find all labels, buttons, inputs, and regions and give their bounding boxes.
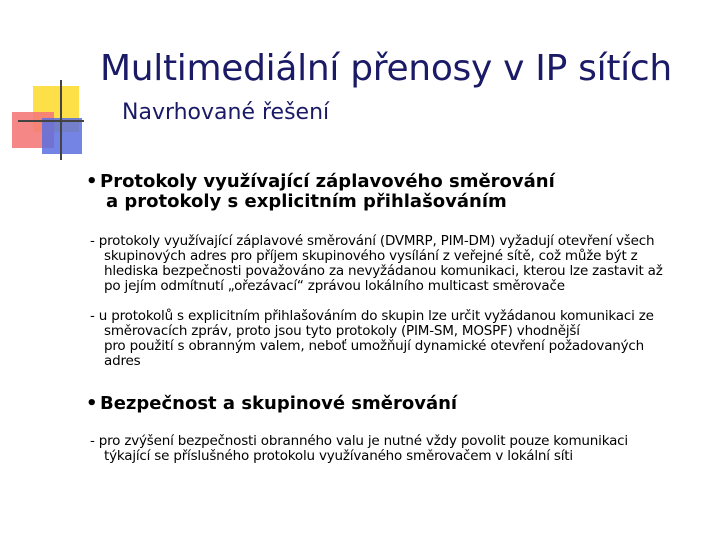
- slide-subtitle: Navrhované řešení: [122, 100, 330, 125]
- horizontal-line: [18, 120, 84, 122]
- paragraph-line: týkající se příslušného protokolu využívaného směrovačem v lokální síti: [104, 448, 573, 464]
- paragraph-line: - pro zvýšení bezpečnosti obranného valu je nutné vždy povolit pouze komunikaci: [90, 433, 628, 449]
- slide-title: Multimediální přenosy v IP sítích: [100, 48, 672, 89]
- heading-line: Protokoly využívající záplavového směrování: [100, 171, 555, 192]
- bullet: •: [86, 393, 98, 414]
- blue-square: [42, 118, 82, 154]
- paragraph-line: pro použití s obranným valem, neboť umožňují dynamické otevření požadovaných: [104, 338, 644, 354]
- paragraph-line: po jejím odmítnutí „ořezávací“ zprávou lokálního multicast směrovače: [104, 278, 565, 294]
- heading-line: a protokoly s explicitním přihlašováním: [106, 191, 507, 212]
- paragraph: [90, 309, 710, 369]
- bullet: •: [86, 171, 98, 192]
- paragraph-line: hlediska bezpečnosti považováno za nevyžádanou komunikaci, kterou lze zastavit až: [104, 263, 663, 279]
- paragraph-line: skupinových adres pro příjem skupinového vysílání z veřejné sítě, což může být z: [104, 248, 638, 264]
- section-heading-1: [86, 172, 555, 212]
- paragraph-line: adres: [104, 353, 141, 369]
- paragraph: [90, 234, 710, 294]
- section-heading-2: [86, 394, 457, 414]
- paragraph-line: směrovacích zpráv, proto jsou tyto protokoly (PIM-SM, MOSPF) vhodnější: [104, 323, 580, 339]
- paragraph-line: - u protokolů s explicitním přihlašováním do skupin lze určit vyžádanou komunikaci ze: [90, 308, 654, 324]
- paragraph-line: - protokoly využívající záplavové směrování (DVMRP, PIM-DM) vyžadují otevření všech: [90, 233, 655, 249]
- heading-line: Bezpečnost a skupinové směrování: [100, 393, 458, 414]
- paragraph: [90, 434, 710, 464]
